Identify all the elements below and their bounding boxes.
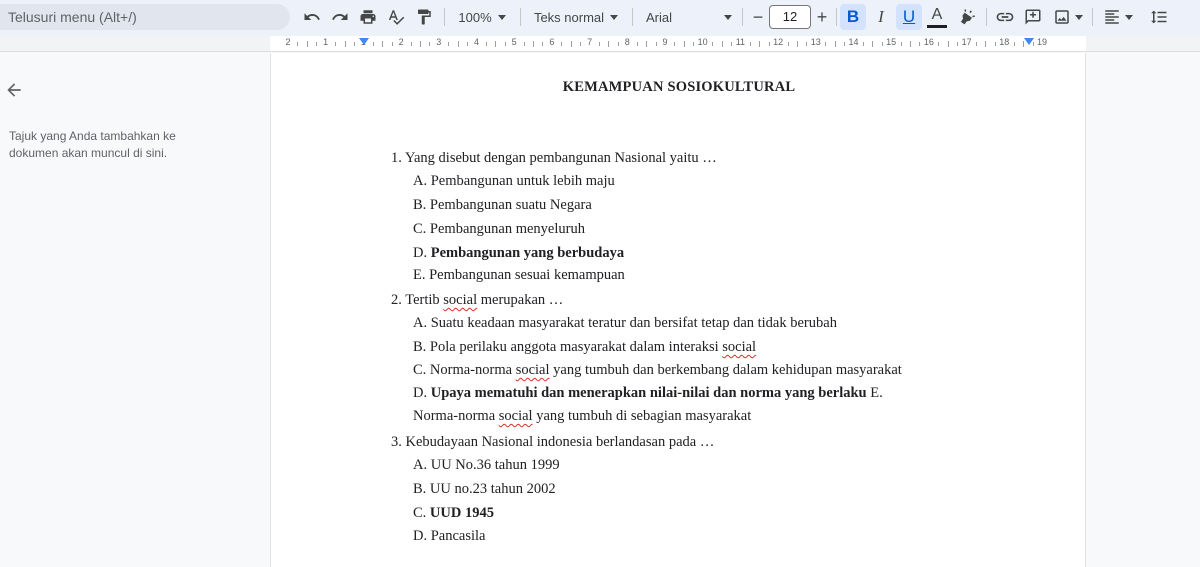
ruler-tick: [674, 42, 675, 46]
q2-option-e: [413, 408, 751, 425]
toolbar-separator: [986, 8, 987, 26]
ruler-tick: [995, 42, 996, 46]
q1-option-c: C. Pembangunan menyeluruh: [413, 221, 585, 237]
ruler-tick: [571, 41, 572, 47]
text-segment: yang tumbuh di sebagian masyarakat: [532, 408, 752, 424]
plus-icon: +: [816, 6, 828, 27]
misspelled-word[interactable]: social: [443, 292, 478, 308]
ruler-tick: [354, 42, 355, 46]
misspelled-word[interactable]: social: [498, 408, 533, 424]
ruler-tick: [382, 41, 383, 47]
undo-icon: [303, 8, 321, 26]
q2-option-a: A. Suatu keadaan masyarakat teratur dan bersifat tetap dan tidak berubah: [413, 315, 837, 331]
text-segment: merupakan …: [477, 292, 564, 308]
ruler-tick: [599, 42, 600, 46]
ruler-number: 12: [773, 37, 784, 47]
text-segment: C. Norma-norma: [413, 362, 516, 378]
toolbar-separator: [632, 8, 633, 26]
ruler-tick: [759, 41, 760, 47]
option-prefix: D.: [413, 385, 431, 401]
text-segment: 2. Tertib: [391, 292, 444, 308]
text-segment: yang tumbuh dan berkembang dalam kehidupan masyarakat: [549, 362, 902, 378]
ruler-tick: [901, 42, 902, 46]
answer-bold: UUD 1945: [429, 505, 494, 521]
ruler-tick: [542, 42, 543, 46]
toolbar-separator: [742, 8, 743, 26]
q3-option-d: D. Pancasila: [413, 528, 486, 544]
text-color-swatch: [927, 25, 947, 28]
arrow-back-icon: [4, 80, 24, 100]
highlight-button[interactable]: [954, 4, 980, 30]
redo-button[interactable]: [328, 4, 352, 30]
ruler-tick: [806, 42, 807, 46]
text-segment: B. Pola perilaku anggota masyarakat dalam interaksi: [413, 339, 723, 355]
ruler-number: 11: [735, 37, 746, 47]
chevron-down-icon: [1125, 15, 1133, 20]
ruler-tick: [524, 42, 525, 46]
font-size-input[interactable]: 12: [769, 5, 811, 29]
paragraph-style-value: Teks normal: [533, 9, 605, 25]
font-family-value: Arial: [646, 9, 673, 25]
insert-image-button[interactable]: [1048, 4, 1088, 30]
ruler-tick: [429, 42, 430, 46]
underline-button[interactable]: [896, 4, 922, 30]
ruler-tick: [825, 42, 826, 46]
ruler-tick: [976, 42, 977, 46]
q1-option-a: A. Pembangunan untuk lebih maju: [413, 173, 615, 189]
ruler-tick: [373, 42, 374, 46]
question-3: 3. Kebudayaan Nasional indonesia berlandasan pada …: [391, 434, 715, 450]
ruler-number: 4: [473, 37, 480, 47]
align-left-icon: [1103, 8, 1121, 26]
ruler-tick: [345, 41, 346, 47]
ruler-number: 19: [1036, 37, 1048, 47]
ruler-tick: [458, 41, 459, 47]
align-select[interactable]: [1098, 4, 1138, 30]
print-button[interactable]: [356, 4, 380, 30]
q1-option-d: [413, 245, 624, 262]
ruler-tick: [316, 42, 317, 46]
chevron-down-icon: [610, 15, 618, 20]
text-color-icon: A: [931, 5, 943, 23]
ruler-tick: [561, 42, 562, 46]
ruler-tick: [580, 42, 581, 46]
q1-option-b: B. Pembangunan suatu Negara: [413, 197, 592, 213]
ruler-tick: [618, 42, 619, 46]
ruler-tick: [307, 41, 308, 47]
increase-font-size-button[interactable]: [811, 4, 833, 30]
chevron-down-icon: [1075, 15, 1083, 20]
zoom-select[interactable]: [452, 4, 512, 30]
ruler-tick: [495, 41, 496, 47]
ruler-tick: [411, 42, 412, 46]
ruler-number: 17: [961, 37, 972, 47]
print-icon: [359, 8, 377, 26]
outline-message-line1: Tajuk yang Anda tambahkan ke: [9, 129, 176, 143]
toolbar-separator: [1092, 8, 1093, 26]
ruler-tick: [750, 42, 751, 46]
ruler-number: 1: [323, 37, 329, 47]
toolbar: [0, 0, 1200, 36]
ruler-tick: [608, 41, 609, 47]
answer-bold: Pembangunan yang berbudaya: [430, 245, 625, 261]
horizontal-ruler[interactable]: [0, 36, 1200, 52]
ruler-tick: [910, 41, 911, 47]
decrease-font-size-button[interactable]: [747, 4, 769, 30]
ruler-number: 3: [436, 37, 442, 47]
document-page[interactable]: [270, 53, 1086, 567]
ruler-tick: [844, 42, 845, 46]
outline-empty-message: [9, 128, 209, 162]
ruler-tick: [882, 42, 883, 46]
ruler-number: 2: [285, 37, 291, 47]
text-color-button[interactable]: [924, 4, 950, 30]
ruler-number: 2: [398, 37, 404, 47]
spellcheck-icon: [387, 8, 405, 26]
ruler-number: 16: [923, 37, 934, 47]
ruler-tick: [646, 41, 647, 47]
option-prefix: D.: [413, 245, 431, 261]
right-indent-marker[interactable]: [1024, 38, 1034, 45]
insert-link-button[interactable]: [992, 4, 1018, 30]
text-segment: Norma-norma: [413, 408, 499, 424]
ruler-number: 18: [999, 37, 1010, 47]
image-icon: [1053, 8, 1071, 26]
misspelled-word[interactable]: social: [722, 339, 757, 355]
ruler-tick: [985, 41, 986, 47]
spellcheck-button[interactable]: [384, 4, 408, 30]
paragraph-style-select[interactable]: [528, 4, 624, 30]
italic-icon: I: [878, 7, 884, 26]
toolbar-separator: [520, 8, 521, 26]
toolbar-separator: [836, 8, 837, 26]
zoom-value: 100%: [458, 9, 492, 25]
ruler-tick: [335, 42, 336, 46]
ruler-tick: [1014, 42, 1015, 46]
ruler-tick: [788, 42, 789, 46]
ruler-tick: [957, 42, 958, 46]
ruler-tick: [693, 42, 694, 46]
toolbar-separator: [444, 8, 445, 26]
ruler-tick: [392, 42, 393, 46]
ruler-tick: [420, 41, 421, 47]
ruler-number: 13: [810, 37, 821, 47]
ruler-number: 5: [511, 37, 517, 47]
chevron-down-icon: [498, 15, 506, 20]
q3-option-a: A. UU No.36 tahun 1999: [413, 457, 560, 473]
close-outline-button[interactable]: [4, 80, 24, 100]
ruler-number: 10: [697, 37, 708, 47]
highlighter-icon: [958, 8, 976, 26]
ruler-number: 14: [848, 37, 859, 47]
ruler-tick: [769, 42, 770, 46]
ruler-tick: [835, 41, 836, 47]
question-1: 1. Yang disebut dengan pembangunan Nasional yaitu …: [391, 150, 717, 166]
q2-option-d: [413, 385, 883, 402]
q3-option-b: B. UU no.23 tahun 2002: [413, 481, 556, 497]
italic-button[interactable]: [868, 4, 894, 30]
text-segment: E.: [866, 385, 883, 401]
line-spacing-button[interactable]: [1146, 4, 1172, 30]
paint-format-button[interactable]: [412, 4, 436, 30]
ruler-number: 9: [662, 37, 668, 47]
ruler-number: 7: [587, 37, 593, 47]
ruler-number: 1: [360, 37, 366, 47]
q2-option-c: [413, 362, 902, 379]
left-indent-marker[interactable]: [359, 38, 369, 45]
ruler-tick: [938, 42, 939, 46]
ruler-tick: [712, 42, 713, 46]
q2-option-b: [413, 339, 756, 356]
ruler-number: 15: [886, 37, 897, 47]
option-prefix: C.: [413, 505, 430, 521]
link-icon: [995, 7, 1015, 27]
line-spacing-icon: [1150, 8, 1168, 26]
document-title: KEMAMPUAN SOSIOKULTURAL: [562, 79, 796, 95]
question-2: [391, 292, 563, 309]
ruler-tick: [448, 42, 449, 46]
undo-button[interactable]: [300, 4, 324, 30]
answer-bold: Upaya mematuhi dan menerapkan nilai-nilai dan norma yang berlaku: [430, 385, 867, 401]
bold-icon: B: [846, 7, 860, 26]
underline-icon: U: [902, 7, 916, 26]
ruler-tick: [637, 42, 638, 46]
misspelled-word[interactable]: social: [515, 362, 550, 378]
chevron-down-icon: [724, 15, 732, 20]
ruler-tick: [948, 41, 949, 47]
ruler-number: 8: [624, 37, 630, 47]
minus-icon: −: [752, 6, 764, 27]
redo-icon: [331, 8, 349, 26]
font-family-select[interactable]: [640, 4, 738, 30]
add-comment-button[interactable]: [1020, 4, 1046, 30]
add-comment-icon: [1024, 8, 1042, 26]
q3-option-c: [413, 505, 494, 522]
search-menu-input[interactable]: Telusuri menu (Alt+/): [0, 4, 290, 30]
paint-format-icon: [415, 8, 433, 26]
ruler-tick: [533, 41, 534, 47]
ruler-tick: [722, 41, 723, 47]
ruler-tick: [297, 42, 298, 46]
ruler-tick: [684, 41, 685, 47]
ruler-number: 6: [549, 37, 555, 47]
bold-button[interactable]: [840, 4, 866, 30]
q1-option-e: E. Pembangunan sesuai kemampuan: [413, 267, 625, 283]
ruler-tick: [919, 42, 920, 46]
ruler-tick: [505, 42, 506, 46]
ruler-tick: [656, 42, 657, 46]
ruler-tick: [486, 42, 487, 46]
ruler-tick: [863, 42, 864, 46]
ruler-tick: [797, 41, 798, 47]
ruler-tick: [731, 42, 732, 46]
outline-message-line2: dokumen akan muncul di sini.: [9, 146, 168, 160]
ruler-tick: [467, 42, 468, 46]
ruler-tick: [872, 41, 873, 47]
